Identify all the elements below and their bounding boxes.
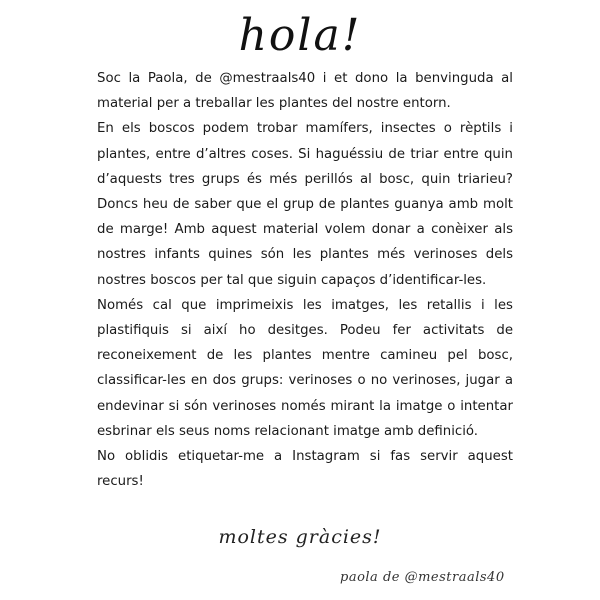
paragraph-intro: Soc la Paola, de @mestraals40 i et dono la benvinguda al material per a treballar les plantes del nostre entorn. bbox=[97, 71, 513, 112]
paragraph-instagram: No oblidis etiquetar-me a Instagram si fas servir aquest recurs! bbox=[97, 449, 513, 490]
page-title: hola! bbox=[238, 10, 362, 61]
signature: paola de @mestraals40 bbox=[340, 570, 505, 585]
closing-thanks: moltes gràcies! bbox=[218, 526, 382, 548]
body-text bbox=[97, 66, 513, 494]
paragraph-forest: En els boscos podem trobar mamífers, insectes o rèptils i plantes, entre d’altres coses. Si haguéssiu de triar entre quin d’aquests tres grups és més perillós al bosc, quin triarieu? Doncs heu de saber que el grup de plantes guanya amb molt de marge! Amb aquest material volem donar a conèixer als nostres infants quines són les plantes més verinoses dels nostres boscos per tal que siguin capaços d’identificar-les. bbox=[97, 121, 513, 288]
title-area bbox=[0, 8, 600, 64]
paragraph-instructions: Només cal que imprimeixis les imatges, les retallis i les plastifiquis si així ho desitges. Podeu fer activitats de reconeixement de les plantes mentre camineu pel bosc, classificar-les en dos grups: verinoses o no verinoses, jugar a endevinar si són verinoses només mirant la imatge o intentar esbrinar els seus noms relacionant imatge amb definició. bbox=[97, 297, 513, 439]
